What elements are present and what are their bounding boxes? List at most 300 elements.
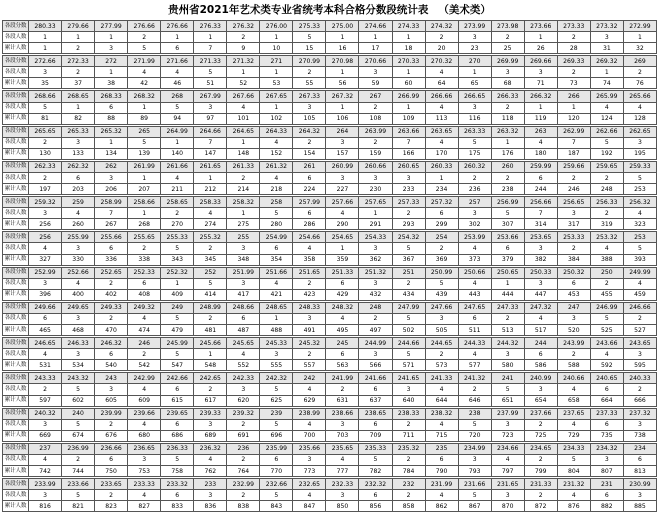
count-cell: 3 <box>29 419 62 430</box>
cumulative-cell: 474 <box>128 325 161 336</box>
cumulative-cell: 348 <box>227 254 260 265</box>
score-cell: 238.65 <box>359 408 392 419</box>
count-cell: 5 <box>260 490 293 501</box>
score-cell: 253 <box>623 232 656 243</box>
cumulative-cell: 108 <box>359 113 392 124</box>
cumulative-cell: 691 <box>227 430 260 441</box>
cumulative-cell: 588 <box>557 360 590 371</box>
score-cell: 265.66 <box>623 91 656 102</box>
cumulative-cell: 246 <box>557 184 590 195</box>
score-cell: 276.66 <box>128 21 161 32</box>
cumulative-cell: 548 <box>194 360 227 371</box>
count-cell: 6 <box>359 419 392 430</box>
score-cell: 274.33 <box>392 21 425 32</box>
cumulative-cell: 260 <box>62 219 95 230</box>
count-cell: 3 <box>425 313 458 324</box>
score-cell: 257 <box>458 197 491 208</box>
score-cell: 232.66 <box>260 479 293 490</box>
cumulative-cell: 813 <box>623 465 656 476</box>
row-label: 各段分数 <box>3 408 29 419</box>
score-cell: 255.33 <box>161 232 194 243</box>
cumulative-cell: 106 <box>326 113 359 124</box>
cumulative-cell: 338 <box>128 254 161 265</box>
row-label: 累计人数 <box>3 360 29 371</box>
count-cell: 3 <box>491 349 524 360</box>
cumulative-cell: 130 <box>29 148 62 159</box>
cumulative-cell: 35 <box>29 78 62 89</box>
count-cell: 4 <box>260 278 293 289</box>
score-cell: 274.32 <box>425 21 458 32</box>
cumulative-cell: 128 <box>623 113 656 124</box>
cumulative-cell: 488 <box>260 325 293 336</box>
score-cell: 241.65 <box>392 373 425 384</box>
count-cell: 4 <box>425 419 458 430</box>
count-cell: 2 <box>29 137 62 148</box>
cumulative-cell: 658 <box>557 395 590 406</box>
score-cell: 254.66 <box>293 232 326 243</box>
count-row <box>3 454 657 465</box>
count-cell: 4 <box>524 137 557 148</box>
score-cell: 240.99 <box>524 373 557 384</box>
row-label: 各段人数 <box>3 278 29 289</box>
score-cell: 245.33 <box>260 338 293 349</box>
row-label: 各段人数 <box>3 32 29 43</box>
count-cell: 3 <box>491 490 524 501</box>
count-cell: 2 <box>359 137 392 148</box>
count-cell: 5 <box>458 490 491 501</box>
cumulative-cell: 885 <box>623 501 656 512</box>
score-cell: 242.66 <box>161 373 194 384</box>
cumulative-row <box>3 465 657 476</box>
count-cell: 3 <box>623 419 656 430</box>
cumulative-cell: 850 <box>326 501 359 512</box>
cumulative-cell: 566 <box>359 360 392 371</box>
score-cell: 262.33 <box>29 161 62 172</box>
score-row <box>3 408 657 419</box>
score-cell: 265.65 <box>29 126 62 137</box>
score-cell: 268.65 <box>62 91 95 102</box>
count-cell: 3 <box>29 490 62 501</box>
count-cell: 6 <box>590 490 623 501</box>
score-cell: 247.99 <box>392 302 425 313</box>
score-cell: 261.65 <box>194 161 227 172</box>
cumulative-cell: 577 <box>458 360 491 371</box>
count-cell: 2 <box>392 490 425 501</box>
score-cell: 260.32 <box>458 161 491 172</box>
count-cell: 2 <box>161 208 194 219</box>
row-label: 各段人数 <box>3 490 29 501</box>
cumulative-cell: 238 <box>491 184 524 195</box>
score-row <box>3 197 657 208</box>
row-label: 累计人数 <box>3 219 29 230</box>
cumulative-cell: 439 <box>425 289 458 300</box>
count-cell: 5 <box>260 384 293 395</box>
cumulative-cell: 443 <box>458 289 491 300</box>
count-cell: 2 <box>128 32 161 43</box>
cumulative-cell: 459 <box>623 289 656 300</box>
count-row <box>3 137 657 148</box>
cumulative-cell: 102 <box>260 113 293 124</box>
count-cell: 4 <box>260 173 293 184</box>
cumulative-cell: 617 <box>194 395 227 406</box>
score-cell: 264.66 <box>194 126 227 137</box>
count-cell: 6 <box>29 313 62 324</box>
score-cell: 276.33 <box>194 21 227 32</box>
score-cell: 243.65 <box>623 338 656 349</box>
cumulative-cell: 465 <box>29 325 62 336</box>
score-row <box>3 443 657 454</box>
score-cell: 261 <box>293 161 326 172</box>
cumulative-cell: 540 <box>95 360 128 371</box>
score-cell: 242.32 <box>260 373 293 384</box>
score-cell: 244.32 <box>491 338 524 349</box>
cumulative-cell: 3 <box>95 43 128 54</box>
cumulative-cell: 409 <box>161 289 194 300</box>
score-cell: 237.65 <box>557 408 590 419</box>
count-cell: 3 <box>623 490 656 501</box>
count-cell: 4 <box>227 102 260 113</box>
count-cell: 6 <box>95 349 128 360</box>
count-cell: 1 <box>161 278 194 289</box>
count-cell: 6 <box>227 313 260 324</box>
cumulative-row <box>3 430 657 441</box>
cumulative-cell: 81 <box>29 113 62 124</box>
count-cell: 4 <box>293 419 326 430</box>
score-cell: 241.99 <box>326 373 359 384</box>
row-label: 各段分数 <box>3 338 29 349</box>
count-cell: 3 <box>29 278 62 289</box>
score-cell: 275.00 <box>326 21 359 32</box>
count-cell: 6 <box>425 454 458 465</box>
cumulative-cell: 268 <box>128 219 161 230</box>
row-label: 各段人数 <box>3 137 29 148</box>
cumulative-cell: 669 <box>29 430 62 441</box>
count-cell: 1 <box>524 32 557 43</box>
count-cell: 2 <box>293 349 326 360</box>
cumulative-cell: 154 <box>293 148 326 159</box>
count-cell: 6 <box>590 384 623 395</box>
cumulative-cell: 354 <box>260 254 293 265</box>
cumulative-cell: 379 <box>491 254 524 265</box>
score-cell: 272.33 <box>62 56 95 67</box>
cumulative-cell: 434 <box>392 289 425 300</box>
score-cell: 272.66 <box>29 56 62 67</box>
count-cell: 2 <box>491 32 524 43</box>
cumulative-cell: 152 <box>260 148 293 159</box>
cumulative-cell: 773 <box>293 465 326 476</box>
score-cell: 231.66 <box>458 479 491 490</box>
cumulative-cell: 280 <box>260 219 293 230</box>
cumulative-cell: 6 <box>161 43 194 54</box>
cumulative-cell: 421 <box>260 289 293 300</box>
score-cell: 262.32 <box>62 161 95 172</box>
score-cell: 257.32 <box>425 197 458 208</box>
count-cell: 2 <box>359 102 392 113</box>
count-cell: 2 <box>227 32 260 43</box>
cumulative-cell: 858 <box>392 501 425 512</box>
row-label: 各段分数 <box>3 197 29 208</box>
score-cell: 237 <box>29 443 62 454</box>
score-cell: 263 <box>524 126 557 137</box>
count-cell: 1 <box>95 137 128 148</box>
score-cell: 232.99 <box>227 479 260 490</box>
count-cell: 4 <box>326 454 359 465</box>
count-cell: 6 <box>95 454 128 465</box>
cumulative-cell: 64 <box>425 78 458 89</box>
row-label: 各段人数 <box>3 67 29 78</box>
score-cell: 263.32 <box>491 126 524 137</box>
cumulative-cell: 876 <box>557 501 590 512</box>
count-cell: 2 <box>293 278 326 289</box>
count-cell: 4 <box>128 384 161 395</box>
score-cell: 269.99 <box>491 56 524 67</box>
count-cell: 2 <box>425 349 458 360</box>
score-row <box>3 232 657 243</box>
row-label: 累计人数 <box>3 184 29 195</box>
cumulative-cell: 807 <box>590 465 623 476</box>
cumulative-cell: 867 <box>458 501 491 512</box>
score-cell: 244 <box>524 338 557 349</box>
score-cell: 242.65 <box>194 373 227 384</box>
cumulative-cell: 696 <box>260 430 293 441</box>
score-cell: 239.66 <box>128 408 161 419</box>
count-cell: 4 <box>458 243 491 254</box>
score-cell: 255 <box>227 232 260 243</box>
score-cell: 266.65 <box>458 91 491 102</box>
count-cell: 2 <box>392 419 425 430</box>
cumulative-cell: 784 <box>392 465 425 476</box>
score-cell: 256.65 <box>557 197 590 208</box>
score-cell: 273.98 <box>491 21 524 32</box>
cumulative-cell: 542 <box>128 360 161 371</box>
count-cell: 3 <box>29 67 62 78</box>
cumulative-cell: 248 <box>590 184 623 195</box>
cumulative-cell: 270 <box>161 219 194 230</box>
cumulative-cell: 676 <box>95 430 128 441</box>
count-cell: 4 <box>425 102 458 113</box>
count-cell: 3 <box>359 278 392 289</box>
count-cell: 4 <box>161 67 194 78</box>
count-cell: 6 <box>95 243 128 254</box>
count-cell: 2 <box>29 384 62 395</box>
score-cell: 235 <box>425 443 458 454</box>
count-cell: 1 <box>557 102 590 113</box>
row-label: 累计人数 <box>3 78 29 89</box>
count-cell: 4 <box>590 349 623 360</box>
row-label: 各段人数 <box>3 454 29 465</box>
count-cell: 6 <box>524 173 557 184</box>
count-cell: 5 <box>392 349 425 360</box>
count-cell: 2 <box>95 419 128 430</box>
count-cell: 5 <box>590 137 623 148</box>
score-cell: 248.65 <box>260 302 293 313</box>
count-cell: 1 <box>227 208 260 219</box>
count-cell: 2 <box>128 349 161 360</box>
cumulative-cell: 481 <box>194 325 227 336</box>
score-row <box>3 161 657 172</box>
cumulative-cell: 176 <box>491 148 524 159</box>
cumulative-row <box>3 219 657 230</box>
cumulative-cell: 253 <box>623 184 656 195</box>
score-cell: 269.33 <box>557 56 590 67</box>
count-cell: 6 <box>260 454 293 465</box>
score-cell: 276.00 <box>260 21 293 32</box>
score-cell: 252.66 <box>62 267 95 278</box>
count-cell: 3 <box>623 349 656 360</box>
score-cell: 232 <box>392 479 425 490</box>
count-cell: 3 <box>458 454 491 465</box>
score-cell: 236.65 <box>128 443 161 454</box>
score-cell: 257.65 <box>359 197 392 208</box>
score-cell: 243.99 <box>557 338 590 349</box>
score-cell: 231.99 <box>425 479 458 490</box>
row-label: 累计人数 <box>3 148 29 159</box>
count-cell: 1 <box>260 32 293 43</box>
score-cell: 237.32 <box>623 408 656 419</box>
count-cell: 1 <box>458 67 491 78</box>
score-cell: 249.32 <box>128 302 161 313</box>
cumulative-cell: 180 <box>524 148 557 159</box>
count-cell: 2 <box>392 454 425 465</box>
cumulative-row <box>3 254 657 265</box>
count-cell: 5 <box>458 137 491 148</box>
count-cell: 2 <box>29 173 62 184</box>
cumulative-cell: 244 <box>524 184 557 195</box>
cumulative-cell: 187 <box>557 148 590 159</box>
cumulative-row <box>3 501 657 512</box>
score-cell: 260.99 <box>326 161 359 172</box>
count-cell: 5 <box>491 384 524 395</box>
cumulative-cell: 195 <box>623 148 656 159</box>
count-cell: 2 <box>524 419 557 430</box>
count-cell: 3 <box>227 384 260 395</box>
score-cell: 235.66 <box>293 443 326 454</box>
score-cell: 266.66 <box>425 91 458 102</box>
cumulative-cell: 267 <box>95 219 128 230</box>
score-cell: 251.66 <box>260 267 293 278</box>
cumulative-cell: 843 <box>260 501 293 512</box>
count-cell: 4 <box>326 313 359 324</box>
cumulative-cell: 513 <box>491 325 524 336</box>
count-cell: 4 <box>128 419 161 430</box>
row-label: 各段人数 <box>3 419 29 430</box>
cumulative-cell: 65 <box>458 78 491 89</box>
title-text: 贵州省2021年艺术类专业省统考本科合格分数段统计表 <box>168 4 429 16</box>
cumulative-row <box>3 184 657 195</box>
count-cell: 4 <box>29 454 62 465</box>
count-cell: 3 <box>524 384 557 395</box>
count-cell: 6 <box>458 313 491 324</box>
score-cell: 235.65 <box>326 443 359 454</box>
count-cell: 1 <box>359 32 392 43</box>
count-cell: 4 <box>194 208 227 219</box>
cumulative-cell: 625 <box>260 395 293 406</box>
count-cell: 5 <box>194 67 227 78</box>
score-cell: 239.33 <box>194 408 227 419</box>
cumulative-cell: 20 <box>425 43 458 54</box>
cumulative-cell: 46 <box>161 78 194 89</box>
count-cell: 5 <box>62 419 95 430</box>
cumulative-cell: 55 <box>293 78 326 89</box>
count-cell: 2 <box>95 313 128 324</box>
score-cell: 270.33 <box>392 56 425 67</box>
count-cell: 2 <box>326 384 359 395</box>
score-cell: 272 <box>95 56 128 67</box>
cumulative-cell: 640 <box>392 395 425 406</box>
score-cell: 245.32 <box>293 338 326 349</box>
score-cell: 258.99 <box>95 197 128 208</box>
count-cell: 3 <box>62 349 95 360</box>
score-cell: 256.33 <box>590 197 623 208</box>
cumulative-cell: 547 <box>161 360 194 371</box>
score-cell: 252 <box>194 267 227 278</box>
count-cell: 2 <box>227 454 260 465</box>
score-cell: 258.66 <box>128 197 161 208</box>
count-cell: 5 <box>491 208 524 219</box>
count-cell: 6 <box>623 454 656 465</box>
count-cell: 3 <box>326 137 359 148</box>
count-cell: 3 <box>392 384 425 395</box>
score-cell: 276.66 <box>161 21 194 32</box>
cumulative-cell: 605 <box>95 395 128 406</box>
cumulative-cell: 286 <box>293 219 326 230</box>
count-cell: 1 <box>62 102 95 113</box>
score-cell: 248.32 <box>326 302 359 313</box>
score-cell: 273.66 <box>524 21 557 32</box>
count-cell: 1 <box>227 137 260 148</box>
count-cell: 3 <box>326 419 359 430</box>
score-cell: 270.32 <box>425 56 458 67</box>
cumulative-cell: 495 <box>326 325 359 336</box>
cumulative-cell: 133 <box>62 148 95 159</box>
score-cell: 250 <box>590 267 623 278</box>
cumulative-cell: 414 <box>194 289 227 300</box>
count-cell: 2 <box>392 208 425 219</box>
cumulative-cell: 192 <box>590 148 623 159</box>
cumulative-cell: 234 <box>425 184 458 195</box>
score-cell: 244.99 <box>359 338 392 349</box>
cumulative-cell: 109 <box>392 113 425 124</box>
cumulative-cell: 2 <box>62 43 95 54</box>
cumulative-cell: 359 <box>326 254 359 265</box>
row-label: 累计人数 <box>3 43 29 54</box>
score-cell: 251.33 <box>326 267 359 278</box>
score-cell: 252.65 <box>95 267 128 278</box>
count-cell: 6 <box>524 349 557 360</box>
count-cell: 3 <box>293 102 326 113</box>
cumulative-cell: 82 <box>62 113 95 124</box>
score-cell: 273.33 <box>557 21 590 32</box>
count-cell: 3 <box>458 102 491 113</box>
cumulative-cell: 396 <box>29 289 62 300</box>
cumulative-cell: 140 <box>161 148 194 159</box>
score-cell: 267.32 <box>326 91 359 102</box>
score-cell: 244.66 <box>392 338 425 349</box>
cumulative-cell: 124 <box>590 113 623 124</box>
cumulative-cell: 299 <box>425 219 458 230</box>
score-cell: 271.33 <box>194 56 227 67</box>
score-cell: 245.99 <box>161 338 194 349</box>
score-cell: 265.33 <box>62 126 95 137</box>
cumulative-cell: 116 <box>458 113 491 124</box>
score-cell: 237.33 <box>590 408 623 419</box>
cumulative-cell: 609 <box>128 395 161 406</box>
cumulative-cell: 37 <box>62 78 95 89</box>
score-cell: 268.66 <box>29 91 62 102</box>
score-cell: 254.65 <box>326 232 359 243</box>
row-label: 累计人数 <box>3 430 29 441</box>
score-cell: 263.33 <box>458 126 491 137</box>
